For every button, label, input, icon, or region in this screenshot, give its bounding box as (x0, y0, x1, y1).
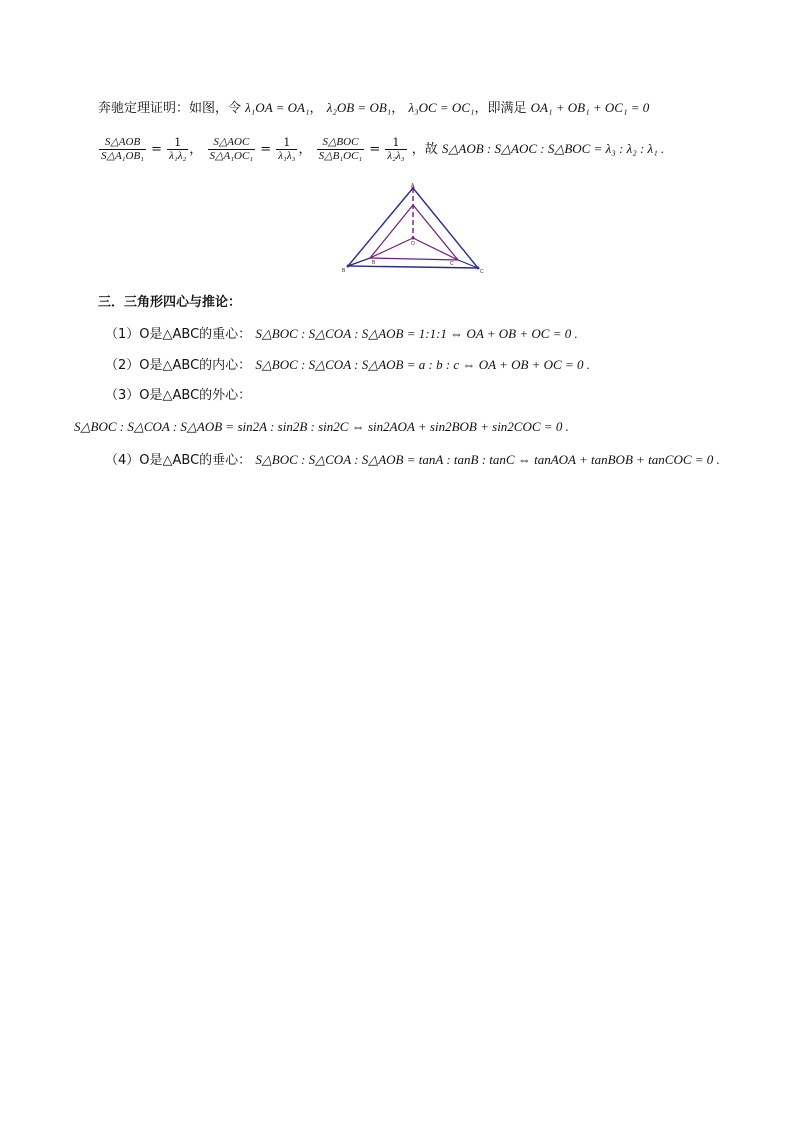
label-B1: B (372, 260, 376, 266)
vector-eq-1: λ₁OA = OA₁ (245, 100, 310, 115)
vector-eq-2: λ₂OB = OB₁ (326, 100, 392, 115)
triangle-figure (340, 182, 490, 277)
item2-formula: S△BOC : S△COA : S△AOB = a : b : c ⇔ OA + OB + OC = 0 . (255, 357, 590, 372)
point-B (347, 265, 350, 268)
item4-text: O是△ABC的垂心： (139, 453, 252, 468)
ratio1-lhs: $\frac{\text{S△AOB}}{\text{S△A₁OB₁}}$ (101, 136, 144, 162)
section-title: 三．三角形四心与推论： (98, 295, 242, 310)
label-B: B (342, 268, 346, 274)
item1-formula: S△BOC : S△COA : S△AOB = 1:1:1 ⇔ OA + OB + OC = 0 . (255, 326, 578, 341)
item3-formula: S△BOC : S△COA : S△AOB = sin2A : sin2B : sin2C ⇔ sin2AOA + sin2BOB + sin2COC = 0 . (74, 419, 569, 434)
segment-OB1 (370, 238, 413, 258)
point-O (412, 237, 415, 240)
proof-intro: 奔驰定理证明：如图，令 (98, 101, 242, 116)
conclusion-formula: S△AOB : S△AOC : S△BOC = λ₃ : λ₂ : λ₁ . (441, 141, 665, 156)
segment-OC1 (413, 238, 458, 260)
proof-line-1: 奔驰定理证明：如图，令 λ₁OA = OA₁， λ₂OB = OB₁， λ₃OC = OC₁，即满足 OA₁ + OB₁ + OC₁ = 0 (98, 100, 650, 116)
vector-eq-3: λ₃OC = OC₁ (408, 100, 475, 115)
ratio2-lhs: $\frac{\text{S△AOC}}{\text{S△A₁OC₁}}$ (209, 136, 254, 162)
item-4: （4）O是△ABC的垂心： S△BOC : S△COA : S△AOB = tanA : tanB : tanC ⇔ tanAOA + tanBOB + tanCOC = 0 . (105, 452, 720, 468)
conclusion-prefix: ，故 (411, 142, 438, 157)
ratio3-rhs: $\frac{1}{\text{λ₂λ₃}}$ (387, 136, 405, 162)
label-A: A (411, 183, 415, 189)
label-O: O (411, 241, 415, 247)
item-3: （3）O是△ABC的外心： (105, 388, 252, 403)
item2-text: O是△ABC的内心： (139, 358, 252, 373)
label-C1: C (450, 261, 454, 267)
proof-line-2: $\frac{\text{S△AOB}}{\text{S△A₁OB₁}}$ = $\frac{1}{\text{λ₁λ₂}}$ ， $\frac{\text{S△AOC}}{\text{S△A₁OC₁}}$ = $\frac{1}{\text{λ₁λ₃}}$ ， $\frac{\text{S△BOC}}{\text{S△B₁OC₁}}$ = $\frac{1}{\text{λ₂λ₃}}$ ，故 S△AOB : S△AOC : S△BOC = λ₃ : λ₂ : λ₁ . (101, 136, 665, 162)
ratio1-rhs: $\frac{1}{\text{λ₁λ₂}}$ (169, 136, 187, 162)
item-1: （1）O是△ABC的重心： S△BOC : S△COA : S△AOB = 1:1:1 ⇔ OA + OB + OC = 0 . (105, 326, 578, 342)
ratio3-lhs: $\frac{\text{S△BOC}}{\text{S△B₁OC₁}}$ (318, 136, 363, 162)
item3-text: O是△ABC的外心： (139, 388, 252, 403)
item1-text: O是△ABC的重心： (139, 327, 252, 342)
condition-prefix: ，即满足 (474, 101, 527, 116)
vector-condition: OA₁ + OB₁ + OC₁ = 0 (530, 100, 650, 115)
item4-formula: S△BOC : S△COA : S△AOB = tanA : tanB : tanC ⇔ tanAOA + tanBOB + tanCOC = 0 . (255, 452, 720, 467)
ratio2-rhs: $\frac{1}{\text{λ₁λ₃}}$ (278, 136, 296, 162)
item-3-formula-line (74, 419, 569, 436)
label-C: C (480, 269, 484, 275)
item-2: （2）O是△ABC的内心： S△BOC : S△COA : S△AOB = a : b : c ⇔ OA + OB + OC = 0 . (105, 357, 590, 373)
